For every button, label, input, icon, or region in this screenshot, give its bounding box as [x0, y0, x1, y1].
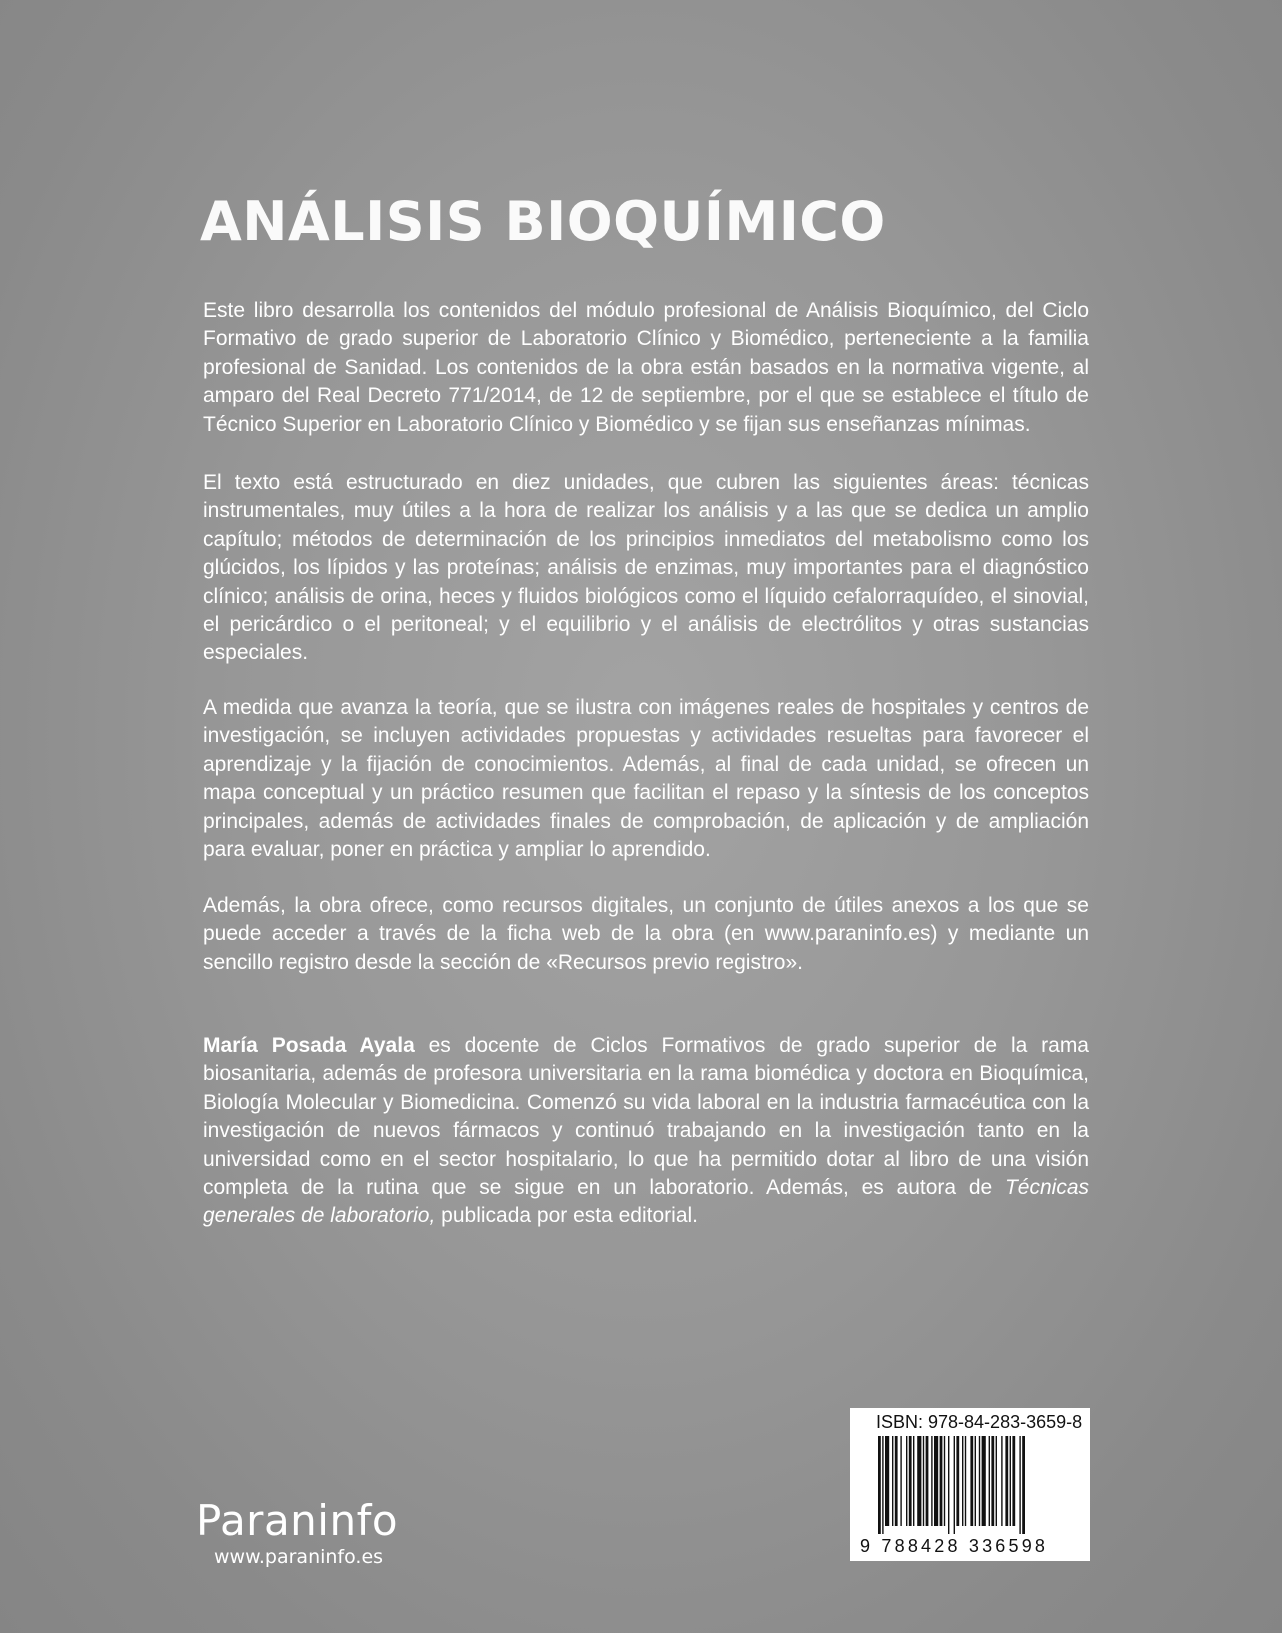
barcode-bar	[1010, 1436, 1011, 1526]
author-bio	[203, 1032, 1089, 1231]
barcode-digits: 9 788428 336598	[860, 1536, 1049, 1556]
barcode-bar	[926, 1436, 929, 1526]
publisher-logo: Paraninfo	[196, 1496, 399, 1545]
barcode-bar	[934, 1436, 938, 1526]
barcode-bar	[989, 1436, 990, 1526]
barcode-bar	[917, 1436, 921, 1526]
barcode-bar	[885, 1436, 889, 1526]
barcode-bar	[909, 1436, 912, 1526]
barcode-bar	[965, 1436, 966, 1526]
barcode-bar	[940, 1436, 943, 1526]
barcode-bar	[996, 1436, 997, 1526]
barcode-bar	[975, 1436, 976, 1526]
barcode-bar	[970, 1436, 973, 1526]
book-title: ANÁLISIS BIOQUÍMICO	[200, 190, 886, 253]
isbn-label: ISBN: 978-84-283-3659-8	[876, 1412, 1083, 1432]
barcode-bar	[895, 1436, 898, 1526]
barcode-bar	[900, 1436, 901, 1526]
barcode-bar	[956, 1436, 959, 1526]
barcode-bar	[892, 1436, 893, 1526]
barcode-bar	[948, 1436, 949, 1534]
barcode-bar	[882, 1436, 883, 1534]
barcode-bar	[979, 1436, 980, 1526]
barcode-bar	[944, 1436, 945, 1526]
barcode-bar	[962, 1436, 963, 1526]
barcode-bar	[906, 1436, 907, 1526]
description-paragraph-4: Además, la obra ofrece, como recursos digitales, un conjunto de útiles anexos a los que se puede acceder a través de la ficha web de la obra (en www.paraninfo.es) y mediante un sencillo registro desde la sección de «Recursos previo registro».	[203, 894, 1089, 974]
barcode-bar	[1012, 1436, 1015, 1526]
barcode-bars	[878, 1436, 1066, 1534]
author-bio-text-2: publicada por esta editorial.	[435, 1204, 698, 1228]
barcode-bar	[1022, 1436, 1025, 1534]
barcode-bar	[923, 1436, 924, 1526]
description-paragraph-2: El texto está estructurado en diez unidades, que cubren las siguientes áreas: técnicas instrumentales, muy útiles a la hora de realizar los análisis y a las que se dedica un amplio capítulo; métodos de determinación de los principios inmediatos del metabolismo como los glúcidos, los lípidos y las proteínas; análisis de enzimas, muy importantes para el diagnóstico clínico; análisis de orina, heces y fluidos biológicos como el líquido cefalorraquídeo, el sinovial, el pericárdico o el peritoneal; y el equilibrio y el análisis de electrólitos y otras sustancias especiales.	[203, 471, 1089, 665]
author-other-book: Técnicas generales de laboratorio,	[203, 1176, 1089, 1228]
author-bio-text-1: es docente de Ciclos Formativos de grado superior de la rama biosanitaria, además de profesora universitaria en la rama biomédica y doctora en Bioquímica, Biología Molecular y Biomedicina. Comenzó su vida laboral en la industria farmacéutica con la investigación de nuevos fármacos y continuó trabajando en la investigación tanto en la universidad como en el sector hospitalario, lo que ha permitido dotar al libro de una visión completa de la rutina que se sigue en un laboratorio. Además, es autora de	[203, 1034, 1089, 1200]
barcode-bar	[1005, 1436, 1008, 1526]
barcode-bar	[982, 1436, 986, 1526]
description-paragraph-3: A medida que avanza la teoría, que se ilustra con imágenes reales de hospitales y centros de investigación, se incluyen actividades propuestas y actividades resueltas para favorecer el aprendizaje y la fijación de conocimientos. Además, al final de cada unidad, se ofrecen un mapa conceptual y un práctico resumen que facilitan el repaso y la síntesis de los conceptos principales, además de actividades finales de comprobación, de aplicación y de ampliación para evaluar, poner en práctica y ampliar lo aprendido.	[203, 696, 1089, 862]
barcode-bar	[1001, 1436, 1002, 1526]
barcode-bar	[931, 1436, 932, 1526]
barcode-bar	[991, 1436, 994, 1526]
barcode-bar	[878, 1436, 881, 1534]
author-name: María Posada Ayala	[203, 1034, 415, 1057]
publisher-url: www.paraninfo.es	[214, 1546, 384, 1568]
barcode-bar	[954, 1436, 955, 1534]
barcode-bar	[1019, 1436, 1020, 1534]
barcode-bar	[913, 1436, 914, 1526]
isbn-barcode	[850, 1408, 1090, 1561]
description-paragraph-1: Este libro desarrolla los contenidos del módulo profesional de Análisis Bioquímico, del Ciclo Formativo de grado superior de Laboratorio Clínico y Biomédico, perteneciente a la familia profesional de Sanidad. Los contenidos de la obra están basados en la normativa vigente, al amparo del Real Decreto 771/2014, de 12 de septiembre, por el que se establece el título de Técnico Superior en Laboratorio Clínico y Biomédico y se fijan sus enseñanzas mínimas.	[203, 299, 1089, 436]
